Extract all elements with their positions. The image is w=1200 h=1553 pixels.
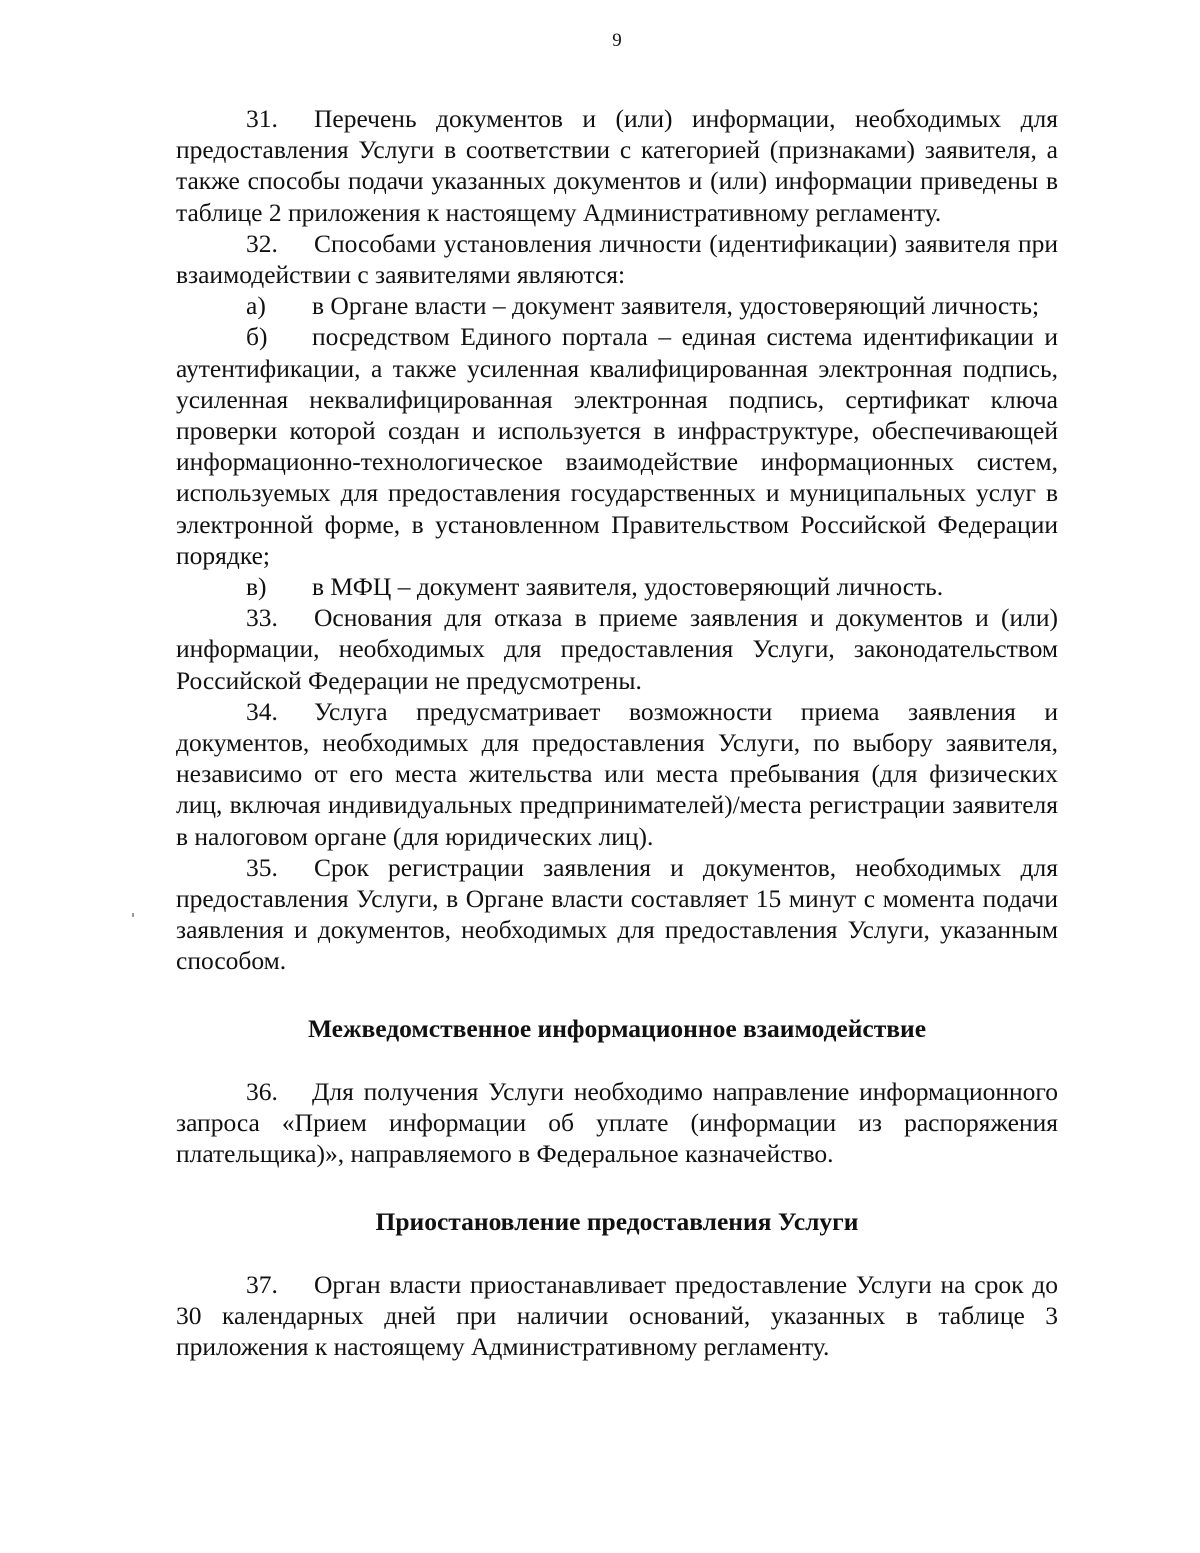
paragraph-number: 32. (246, 228, 278, 258)
paragraph-text: Способами установления личности (идентификации) заявителя при взаимодействии с заявителями являются: (176, 228, 1058, 290)
list-item-text: посредством Единого портала – единая система идентификации и аутентификации, а также усиленная квалифицированная электронная подпись, усиленная неквалифицированная электронная подпись, сертификат ключа проверки которой создан и используется в инфраструктуре, обеспечивающей информационно-технологическое взаимодействие информационных систем, используемых для предоставления государственных и муниципальных услуг в электронной форме, в установленном Правительством Российской Федерации порядке; (176, 322, 1058, 570)
list-item-label: а) (246, 291, 266, 321)
paragraph-text: Срок регистрации заявления и документов, необходимых для предоставления Услуги, в Органе власти составляет 15 минут с момента подачи заявления и документов, необходимых для предоставления Услуги, указанным способом. (176, 852, 1058, 976)
spacer (176, 1237, 1058, 1269)
paragraph-number: 35. (246, 852, 278, 882)
paragraph-number: 33. (246, 603, 278, 633)
paragraph-number: 31. (246, 104, 278, 133)
paragraph-text: Орган власти приостанавливает предоставление Услуги на срок до 30 календарных дней при наличии оснований, указанных в таблице 3 приложения к настоящему Административному регламенту. (176, 1269, 1058, 1362)
spacer (176, 1044, 1058, 1076)
list-item-c (176, 571, 1058, 602)
list-item-a (176, 290, 1058, 321)
document-body (176, 103, 1058, 1362)
paragraph-33 (176, 602, 1058, 696)
margin-mark (132, 913, 134, 917)
list-item-label: б) (246, 322, 268, 352)
paragraph-32 (176, 228, 1058, 290)
list-item-b (176, 321, 1058, 571)
paragraph-number: 37. (246, 1269, 278, 1299)
paragraph-number: 34. (246, 696, 278, 726)
section-heading-interagency: Межведомственное информационное взаимодействие (307, 1013, 927, 1043)
paragraph-text: Услуга предусматривает возможности приема заявления и документов, необходимых для предоставления Услуги, по выбору заявителя, независимо от его места жительства или места пребывания (для физических лиц, включая индивидуальных предпринимателей)/места регистрации заявителя в налоговом органе (для юридических лиц). (176, 696, 1058, 851)
paragraph-37 (176, 1269, 1058, 1363)
paragraph-31 (176, 103, 1058, 228)
list-item-text: в МФЦ – документ заявителя, удостоверяющий личность. (312, 572, 944, 602)
paragraph-35 (176, 852, 1058, 977)
paragraph-36 (176, 1076, 1058, 1170)
paragraph-34 (176, 696, 1058, 852)
paragraph-text: Основания для отказа в приеме заявления и документов и (или) информации, необходимых для предоставления Услуги, законодательством Российской Федерации не предусмотрены. (176, 603, 1058, 695)
page-number: 9 (612, 30, 622, 51)
paragraph-text: Для получения Услуги необходимо направление информационного запроса «Прием информации об уплате (информации из распоряжения плательщика)», направляемого в Федеральное казначейство. (176, 1076, 1058, 1169)
spacer (176, 1170, 1058, 1206)
paragraph-number: 36. (246, 1076, 278, 1106)
paragraph-text: Перечень документов и (или) информации, необходимых для предоставления Услуги в соответствии с категорией (признаками) заявителя, а также способы подачи указанных документов и (или) информации приведены в таблице 2 приложения к настоящему Административному регламенту. (176, 104, 1058, 227)
list-item-text: в Органе власти – документ заявителя, удостоверяющий личность; (312, 291, 1040, 321)
section-heading-suspension: Приостановление предоставления Услуги (375, 1206, 859, 1236)
list-item-label: в) (246, 572, 267, 602)
spacer (176, 977, 1058, 1013)
